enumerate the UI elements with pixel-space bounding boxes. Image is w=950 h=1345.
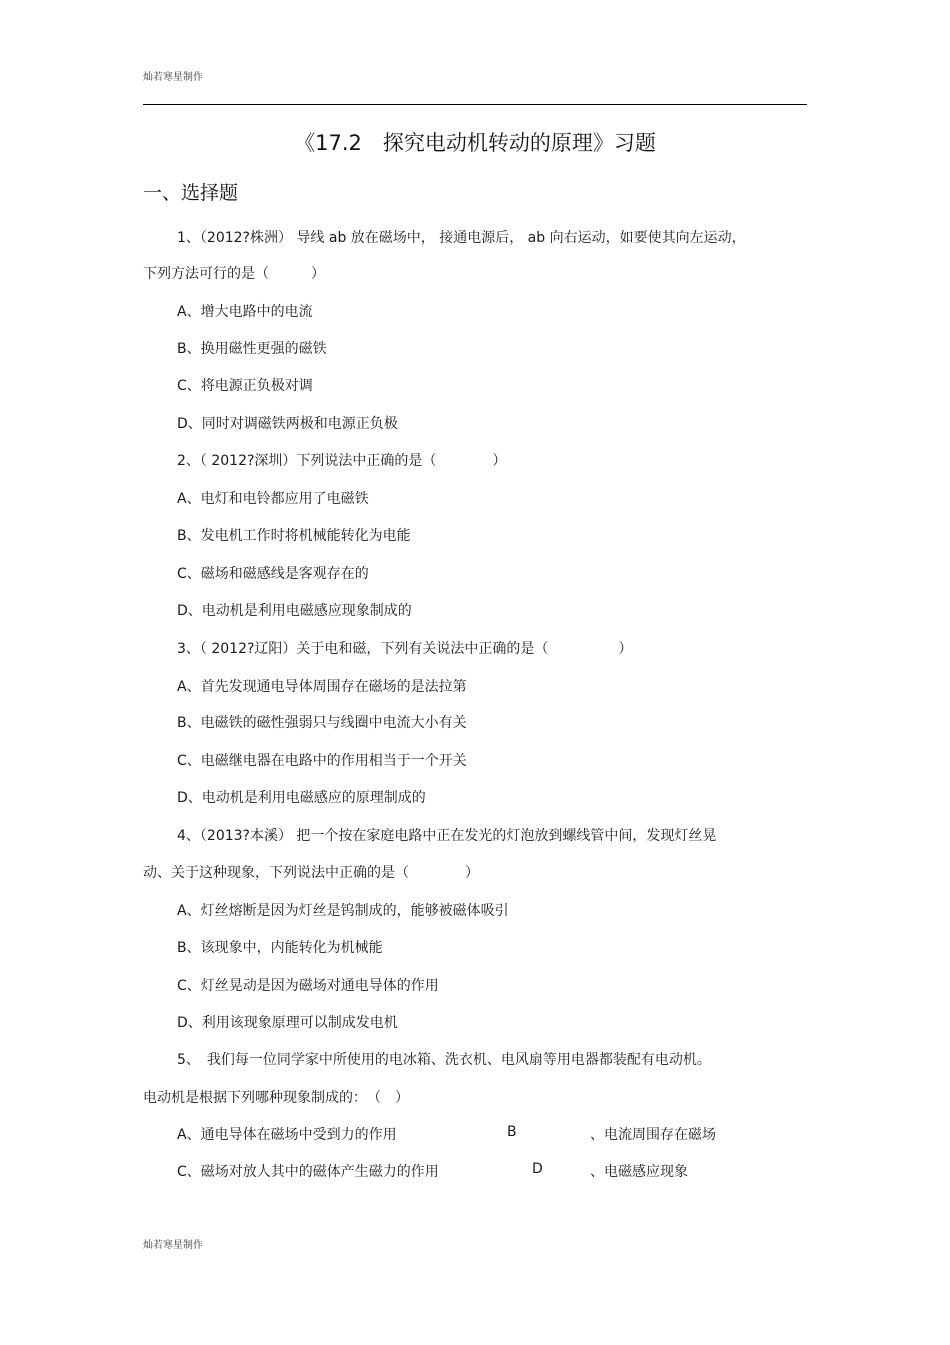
question-4-option-a: A、灯丝熔断是因为灯丝是钨制成的，能够被磁体吸引 <box>177 903 509 919</box>
question-5-line-2: 电动机是根据下列哪种现象制成的： （ ） <box>143 1090 409 1106</box>
question-5-option-b-letter: B <box>507 1124 517 1140</box>
question-2-option-c: C、磁场和磁感线是客观存在的 <box>177 566 369 582</box>
question-1-line-1: 1、（2012?株洲） 导线 ab 放在磁场中， 接通电源后， ab 向右运动，如要使其向左运动， <box>177 230 746 246</box>
question-2-option-d: D、电动机是利用电磁感应现象制成的 <box>177 603 412 619</box>
header-rule <box>143 104 807 105</box>
question-4-option-b: B、该现象中，内能转化为机械能 <box>177 940 383 956</box>
page-header: 灿若寒星制作 <box>143 72 203 83</box>
question-4-line-1: 4、（2013?本溪） 把一个按在家庭电路中正在发光的灯泡放到螺线管中间，发现灯丝晃 <box>177 828 717 844</box>
question-4-option-c: C、灯丝晃动是因为磁场对通电导体的作用 <box>177 978 439 994</box>
question-1-option-c: C、将电源正负极对调 <box>177 378 313 394</box>
question-3-option-c: C、电磁继电器在电路中的作用相当于一个开关 <box>177 753 467 769</box>
question-4-option-d: D、利用该现象原理可以制成发电机 <box>177 1015 398 1031</box>
question-2-line-1: 2、（ 2012?深圳）下列说法中正确的是（ ） <box>177 453 507 469</box>
question-5-option-a: A、通电导体在磁场中受到力的作用 <box>177 1127 397 1143</box>
document-title: 《17.2 探究电动机转动的原理》习题 <box>294 131 656 155</box>
question-5-option-c: C、磁场对放人其中的磁体产生磁力的作用 <box>177 1164 439 1180</box>
question-5-option-b-text: 、电流周围存在磁场 <box>590 1127 716 1143</box>
question-2-option-b: B、发电机工作时将机械能转化为电能 <box>177 528 411 544</box>
question-4-line-2: 动、关于这种现象，下列说法中正确的是（ ） <box>143 865 479 881</box>
question-5-option-d-text: 、电磁感应现象 <box>590 1164 688 1180</box>
question-1-option-d: D、同时对调磁铁两极和电源正负极 <box>177 416 398 432</box>
question-3-option-b: B、电磁铁的磁性强弱只与线圈中电流大小有关 <box>177 715 467 731</box>
question-5-line-1: 5、 我们每一位同学家中所使用的电冰箱、洗衣机、电风扇等用电器都装配有电动机。 <box>177 1052 711 1068</box>
question-1-line-2: 下列方法可行的是（ ） <box>143 266 325 282</box>
question-3-line-1: 3、（ 2012?辽阳）关于电和磁，下列有关说法中正确的是（ ） <box>177 641 633 657</box>
question-3-option-d: D、电动机是利用电磁感应的原理制成的 <box>177 790 426 806</box>
question-3-option-a: A、首先发现通电导体周围存在磁场的是法拉第 <box>177 679 467 695</box>
section-heading: 一、选择题 <box>143 182 239 204</box>
question-5-option-d-letter: D <box>532 1161 543 1177</box>
question-1-option-b: B、换用磁性更强的磁铁 <box>177 341 327 357</box>
question-2-option-a: A、电灯和电铃都应用了电磁铁 <box>177 491 369 507</box>
question-1-option-a: A、增大电路中的电流 <box>177 304 313 320</box>
page-footer: 灿若寒星制作 <box>143 1240 203 1251</box>
